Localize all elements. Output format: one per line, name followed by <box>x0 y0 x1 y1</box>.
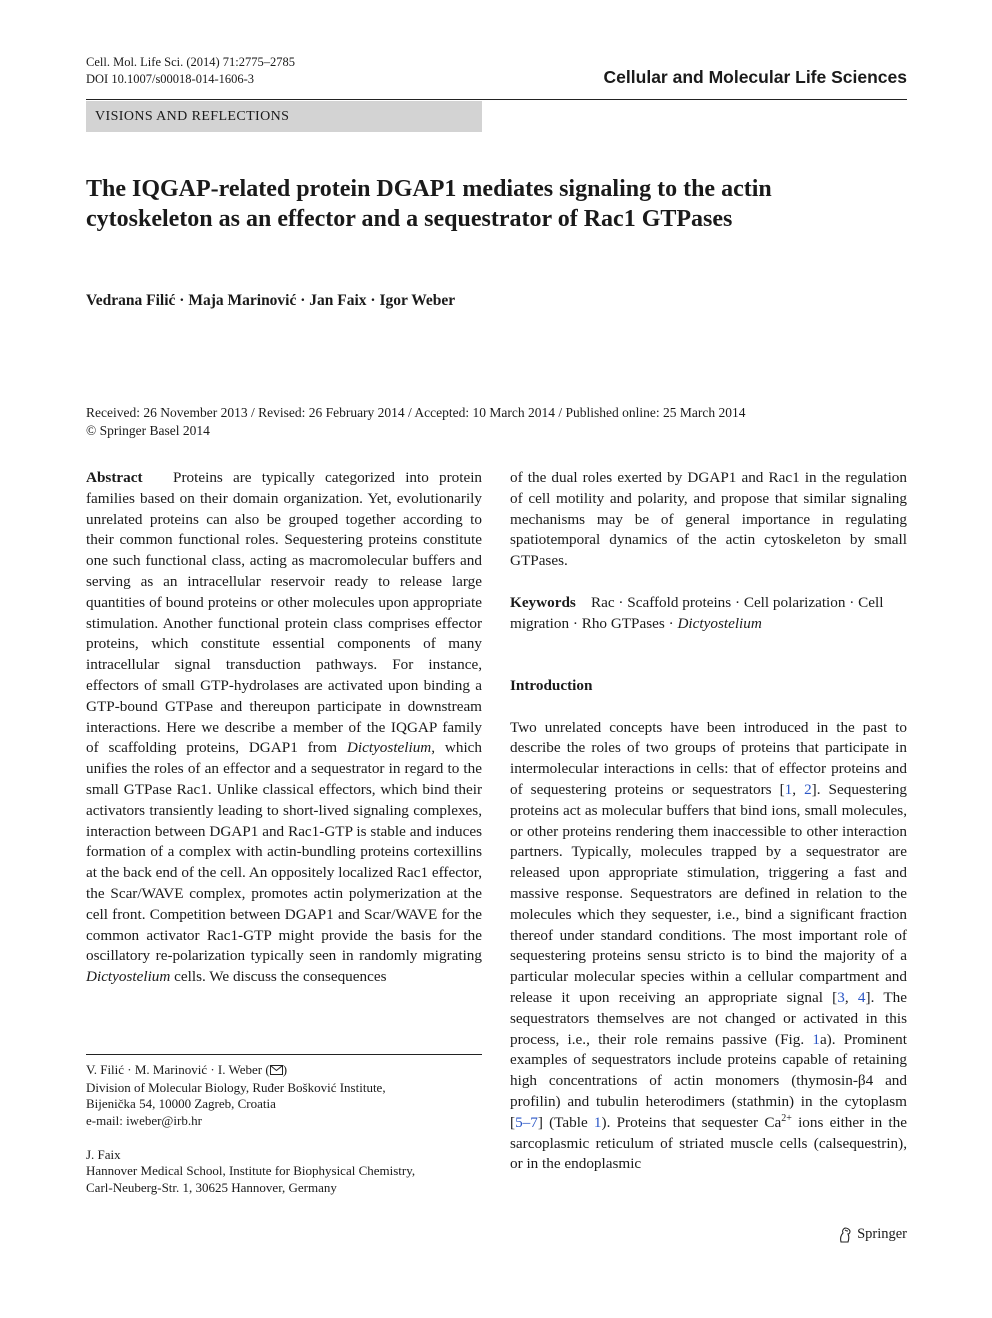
citation: Cell. Mol. Life Sci. (2014) 71:2775–2785 <box>86 55 296 69</box>
publisher-logo <box>838 1226 907 1243</box>
doi: DOI 10.1007/s00018-014-1606-3 <box>86 72 255 86</box>
figure-link[interactable]: 1 <box>812 1030 820 1048</box>
affiliation-1-institute: Division of Molecular Biology, Ruđer Bošković Institute, <box>86 1079 386 1095</box>
header-rule <box>86 99 907 100</box>
citation-block <box>86 54 295 88</box>
reference-link[interactable]: 3 <box>837 988 845 1006</box>
abstract-label: Abstract <box>86 469 143 486</box>
springer-horse-icon <box>838 1227 852 1243</box>
left-column <box>86 468 482 988</box>
author-affiliations <box>86 1062 482 1197</box>
footnote-rule <box>86 1054 482 1055</box>
affiliation-2-name: J. Faix <box>86 1146 121 1162</box>
corresponding-email[interactable]: e-mail: iweber@irb.hr <box>86 1113 202 1129</box>
affiliation-1-address: Bijenička 54, 10000 Zagreb, Croatia <box>86 1096 276 1112</box>
reference-link[interactable]: 4 <box>857 988 866 1006</box>
reference-link[interactable]: 2 <box>804 780 812 798</box>
reference-link[interactable]: 1 <box>784 780 793 798</box>
journal-name: Cellular and Molecular Life Sciences <box>603 67 907 87</box>
article-title: The IQGAP-related protein DGAP1 mediates signaling to the actin cytoskeleton as an effector and a sequestrator of Rac1 GTPases <box>86 176 772 232</box>
section-label: VISIONS AND REFLECTIONS <box>86 101 482 132</box>
copyright: © Springer Basel 2014 <box>86 423 210 438</box>
publisher-name: Springer <box>857 1226 907 1242</box>
author-list: Vedrana Filić · Maja Marinović · Jan Faix · Igor Weber <box>86 292 456 309</box>
right-column <box>510 468 907 1175</box>
table-link[interactable]: 1 <box>593 1113 602 1131</box>
affiliation-2-address: Carl-Neuberg-Str. 1, 30625 Hannover, Germany <box>86 1179 337 1195</box>
introduction-paragraph: Two unrelated concepts have been introduced in the past to describe the roles of two groups of proteins that participate in intermolecular interactions in cells: that of effector proteins and of sequestering proteins or sequestrators [1, 2]. Sequestering proteins act as molecular buffers that bind ions, small molecules, or other proteins rendering them inaccessible to other interaction partners. Typically, molecules trapped by a sequestrator are released upon appropriate stimulation, triggering a fast and massive response. Sequestrators are defined in relation to the molecules which they sequester, i.e., bind a significant fraction thereof under standard conditions. The most important role of sequestering proteins sensu stricto is to bind the majority of a particular molecular species within a cellular compartment and release it upon receiving an appropriate signal [3, 4]. The sequestrators themselves are not changed or activated in this process, i.e., their role remains passive (Fig. 1a). Prominent examples of sequestrators include proteins capable of retaining high concentrations of actin monomers (thymosin-β4 and profilin) and tubulin heterodimers (stathmin) in the cytoplasm [5–7] (Table 1). Proteins that sequester $Ca^{2+}$ ions either in the sarcoplasmic reticulum of striated muscle cells (calsequestrin), or in the endoplasmic <box>510 718 907 1173</box>
abstract-continued: of the dual roles exerted by DGAP1 and Rac1 in the regulation of cell motility and polarity, and propose that similar signaling mechanisms may be of general importance in regulating spatiotemporal dynamics of the actin cytoskeleton by small GTPases. <box>510 469 907 570</box>
dates-block <box>86 404 746 440</box>
affiliation-2-institute: Hannover Medical School, Institute for Biophysical Chemistry, <box>86 1163 416 1179</box>
introduction-heading: Introduction <box>510 676 593 694</box>
keywords: Keywords Rac · Scaffold proteins · Cell polarization · Cell migration · Rho GTPases · Dictyostelium <box>510 593 884 632</box>
keywords-label: Keywords <box>510 593 576 611</box>
publication-dates: Received: 26 November 2013 / Revised: 26 February 2014 / Accepted: 10 March 2014 / Published online: 25 March 2014 <box>86 405 746 420</box>
reference-link[interactable]: 5–7 <box>515 1113 538 1131</box>
envelope-icon <box>270 1063 283 1080</box>
affiliation-1-names: V. Filić · M. Marinović · I. Weber ( ) <box>86 1062 482 1080</box>
abstract: Abstract Proteins are typically categorized into protein families based on their domain organization. Yet, evolutionarily unrelated proteins can also be grouped together according to their common functional roles. Sequestering proteins constitute one such functional class, acting as macromolecular buffers and serving as an intracellular reservoir ready to release large quantities of bound proteins or other molecules upon appropriate stimulation. Another functional protein class comprises effector proteins, which constitute essential components of many intracellular signal transduction pathways. For instance, effectors of small GTP-hydrolases are activated upon binding a GTP-bound GTPase and thereupon participate in downstream interactions. Here we describe a member of the IQGAP family of scaffolding proteins, DGAP1 from Dictyostelium, which unifies the roles of an effector and a sequestrator in regard to the small GTPase Rac1. Unlike classical effectors, which bind their activators transiently leading to short-lived signaling complexes, interaction between DGAP1 and Rac1-GTP is stable and induces formation of a complex with actin-bundling proteins cortexillins at the back end of the cell. An oppositely localized Rac1 effector, the Scar/WAVE complex, promotes actin polymerization at the cell front. Competition between DGAP1 and Scar/WAVE for the common activator Rac1-GTP might provide the basis for the oscillatory re-polarization typically seen in randomly migrating Dictyostelium cells. We discuss the consequences <box>86 469 483 986</box>
